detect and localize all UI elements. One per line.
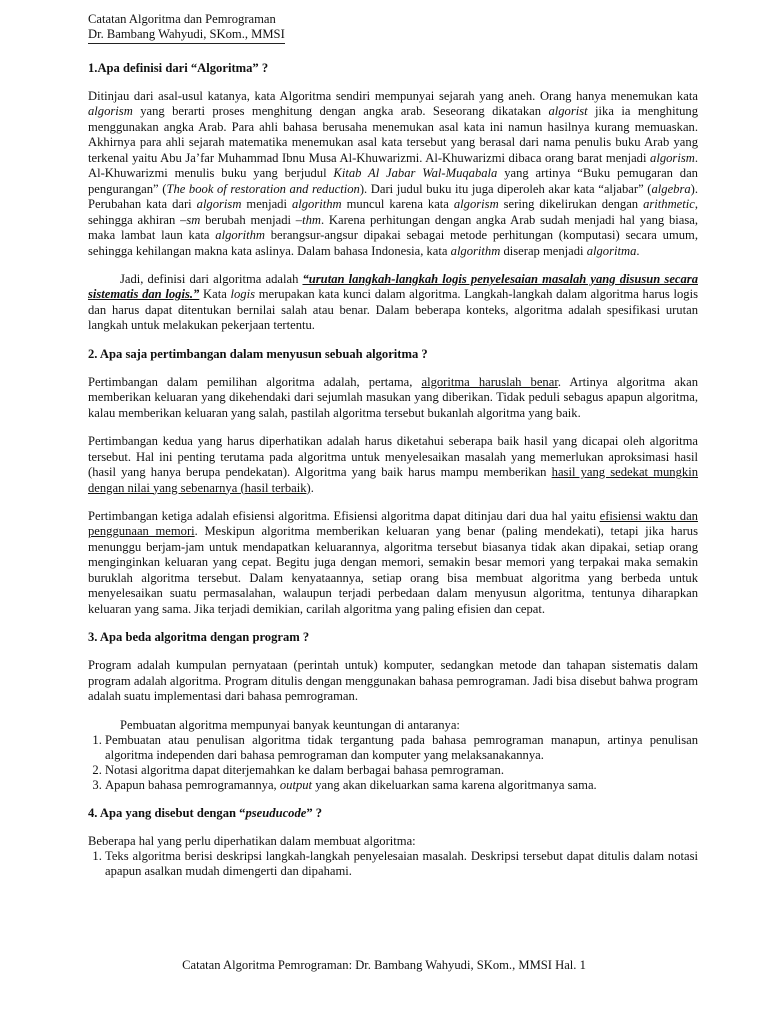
s3-paragraph-1: Program adalah kumpulan pernyataan (perintah untuk) komputer, sedangkan metode dan tahapan sistematis dalam program adalah algoritma. Program ditulis dengan menggunakan bahasa pemrograman. Jadi bisa disebut bahwa program adalah suatu implementasi dari bahasa pemrograman. (88, 658, 698, 704)
header-author: Dr. Bambang Wahyudi, SKom., MMSI (88, 27, 285, 44)
s1-paragraph-1: Ditinjau dari asal-usul katanya, kata Algoritma sendiri mempunyai sejarah yang aneh. Orang hanya menemukan kata algorism yang berarti proses menghitung dengan angka arab. Seseorang dikatakan algorist jika ia menghitung menggunakan angka Arab. Para ahli bahasa berusaha menemukan asal kata ini namun hasilnya kurang memuaskan. Akhirnya para ahli sejarah matematika menemukan asal kata tersebut yang berasal dari nama penulis buku Arab yang terkenal yaitu Abu Ja’far Muhammad Ibnu Musa Al-Khuwarizmi. Al-Khuwarizmi dibaca orang barat menjadi algorism. Al-Khuwarizmi menulis buku yang berjudul Kitab Al Jabar Wal-Muqabala yang artinya “Buku pemugaran dan pengurangan” (The book of restoration and reduction). Dari judul buku itu juga diperoleh akar kata “aljabar” (algebra). Perubahan kata dari algorism menjadi algorithm muncul karena kata algorism sering dikelirukan dengan arithmetic, sehingga akhiran –sm berubah menjadi –thm. Karena perhitungan dengan angka Arab sudah menjadi hal yang biasa, maka lambat laun kata algorithm berangsur-angsur dipakai sebagai metode perhitungan (komputasi) secara umum, sehingga kehilangan makna kata aslinya. Dalam bahasa Indonesia, kata algorithm diserap menjadi algoritma. (88, 89, 699, 258)
s3-advantages-list (88, 733, 698, 793)
document-page (88, 12, 698, 879)
s2-paragraph-1: Pertimbangan dalam pemilihan algoritma adalah, pertama, algoritma haruslah benar. Artinya algoritma akan memberikan keluaran yang dikehendaki dari sejumlah masukan yang diberikan. Tidak peduli sebagus apapun algoritma, kalau memberikan keluaran yang salah, pastilah algoritma tersebut bukanlah algoritma yang baik. (88, 374, 698, 420)
heading-2: 2. Apa saja pertimbangan dalam menyusun sebuah algoritma ? (88, 346, 428, 361)
heading-4: 4. Apa yang disebut dengan “pseuducode” ? (88, 805, 323, 820)
s4-list (88, 849, 698, 879)
s2-paragraph-2: Pertimbangan kedua yang harus diperhatikan adalah harus diketahui seberapa baik hasil yang dicapai oleh algoritma tersebut. Hal ini penting terutama pada algoritma untuk menyelesaikan masalah yang memerlukan aproksimasi hasil (hasil yang hanya berupa pendekatan). Algoritma yang baik harus mampu memberikan hasil yang sedekat mungkin dengan nilai yang sebenarnya (hasil terbaik). (88, 434, 698, 495)
header-title: Catatan Algoritma dan Pemrograman (88, 12, 276, 26)
list-item: 2. Notasi algoritma dapat diterjemahkan ke dalam berbagai bahasa pemrograman. (105, 763, 698, 778)
s4-paragraph-1: Beberapa hal yang perlu diperhatikan dalam membuat algoritma: (88, 833, 416, 848)
heading-1: 1.Apa definisi dari “Algoritma” ? (88, 61, 269, 75)
s2-paragraph-3: Pertimbangan ketiga adalah efisiensi algoritma. Efisiensi algoritma dapat ditinjau dari dua hal yaitu efisiensi waktu dan penggunaan memori. Meskipun algoritma memberikan keluaran yang benar (paling mendekati), tetapi jika harus menunggu berjam-jam untuk mendapatkan keluarannya, algoritma tersebut biasanya tidak akan dipakai, setiap orang menginginkan keluaran yang cepat. Begitu juga dengan memori, semakin besar memori yang terpakai maka semakin buruklah algoritma tersebut. Dalam kenyataannya, setiap orang bisa membuat algoritma yang berbeda untuk menyelesaikan suatu permasalahan, walaupun terjadi perbedaan dalam menyusun algoritma, tentunya diharapkan keluaran yang sama. Jika terjadi demikian, carilah algoritma yang paling efisien dan cepat. (88, 508, 698, 616)
list-item: 1. Pembuatan atau penulisan algoritma tidak tergantung pada bahasa pemrograman manapun, artinya penulisan algoritma independen dari bahasa pemrograman dan komputer yang melaksanakannya. (105, 733, 698, 763)
doc-header (88, 12, 698, 44)
page-footer: Catatan Algoritma Pemrograman: Dr. Bambang Wahyudi, SKom., MMSI Hal. 1 (182, 958, 586, 972)
list-item: 3. Apapun bahasa pemrogramannya, output yang akan dikeluarkan sama karena algoritmanya sama. (105, 778, 698, 793)
s1-paragraph-2: Jadi, definisi dari algoritma adalah “urutan langkah-langkah logis penyelesaian masalah yang disusun secara sistematis dan logis.” Kata logis merupakan kata kunci dalam algoritma. Langkah-langkah dalam algoritma harus logis dan harus dapat ditentukan bernilai salah atau benar. Dalam beberapa konteks, algoritma adalah spesifikasi urutan langkah untuk melakukan pekerjaan tertentu. (88, 271, 698, 333)
s3-paragraph-2: Pembuatan algoritma mempunyai banyak keuntungan di antaranya: (120, 717, 460, 732)
list-item: 1. Teks algoritma berisi deskripsi langkah-langkah penyelesaian masalah. Deskripsi tersebut dapat ditulis dalam notasi apapun asalkan mudah dimengerti dan dipahami. (105, 849, 698, 879)
heading-3: 3. Apa beda algoritma dengan program ? (88, 630, 310, 645)
